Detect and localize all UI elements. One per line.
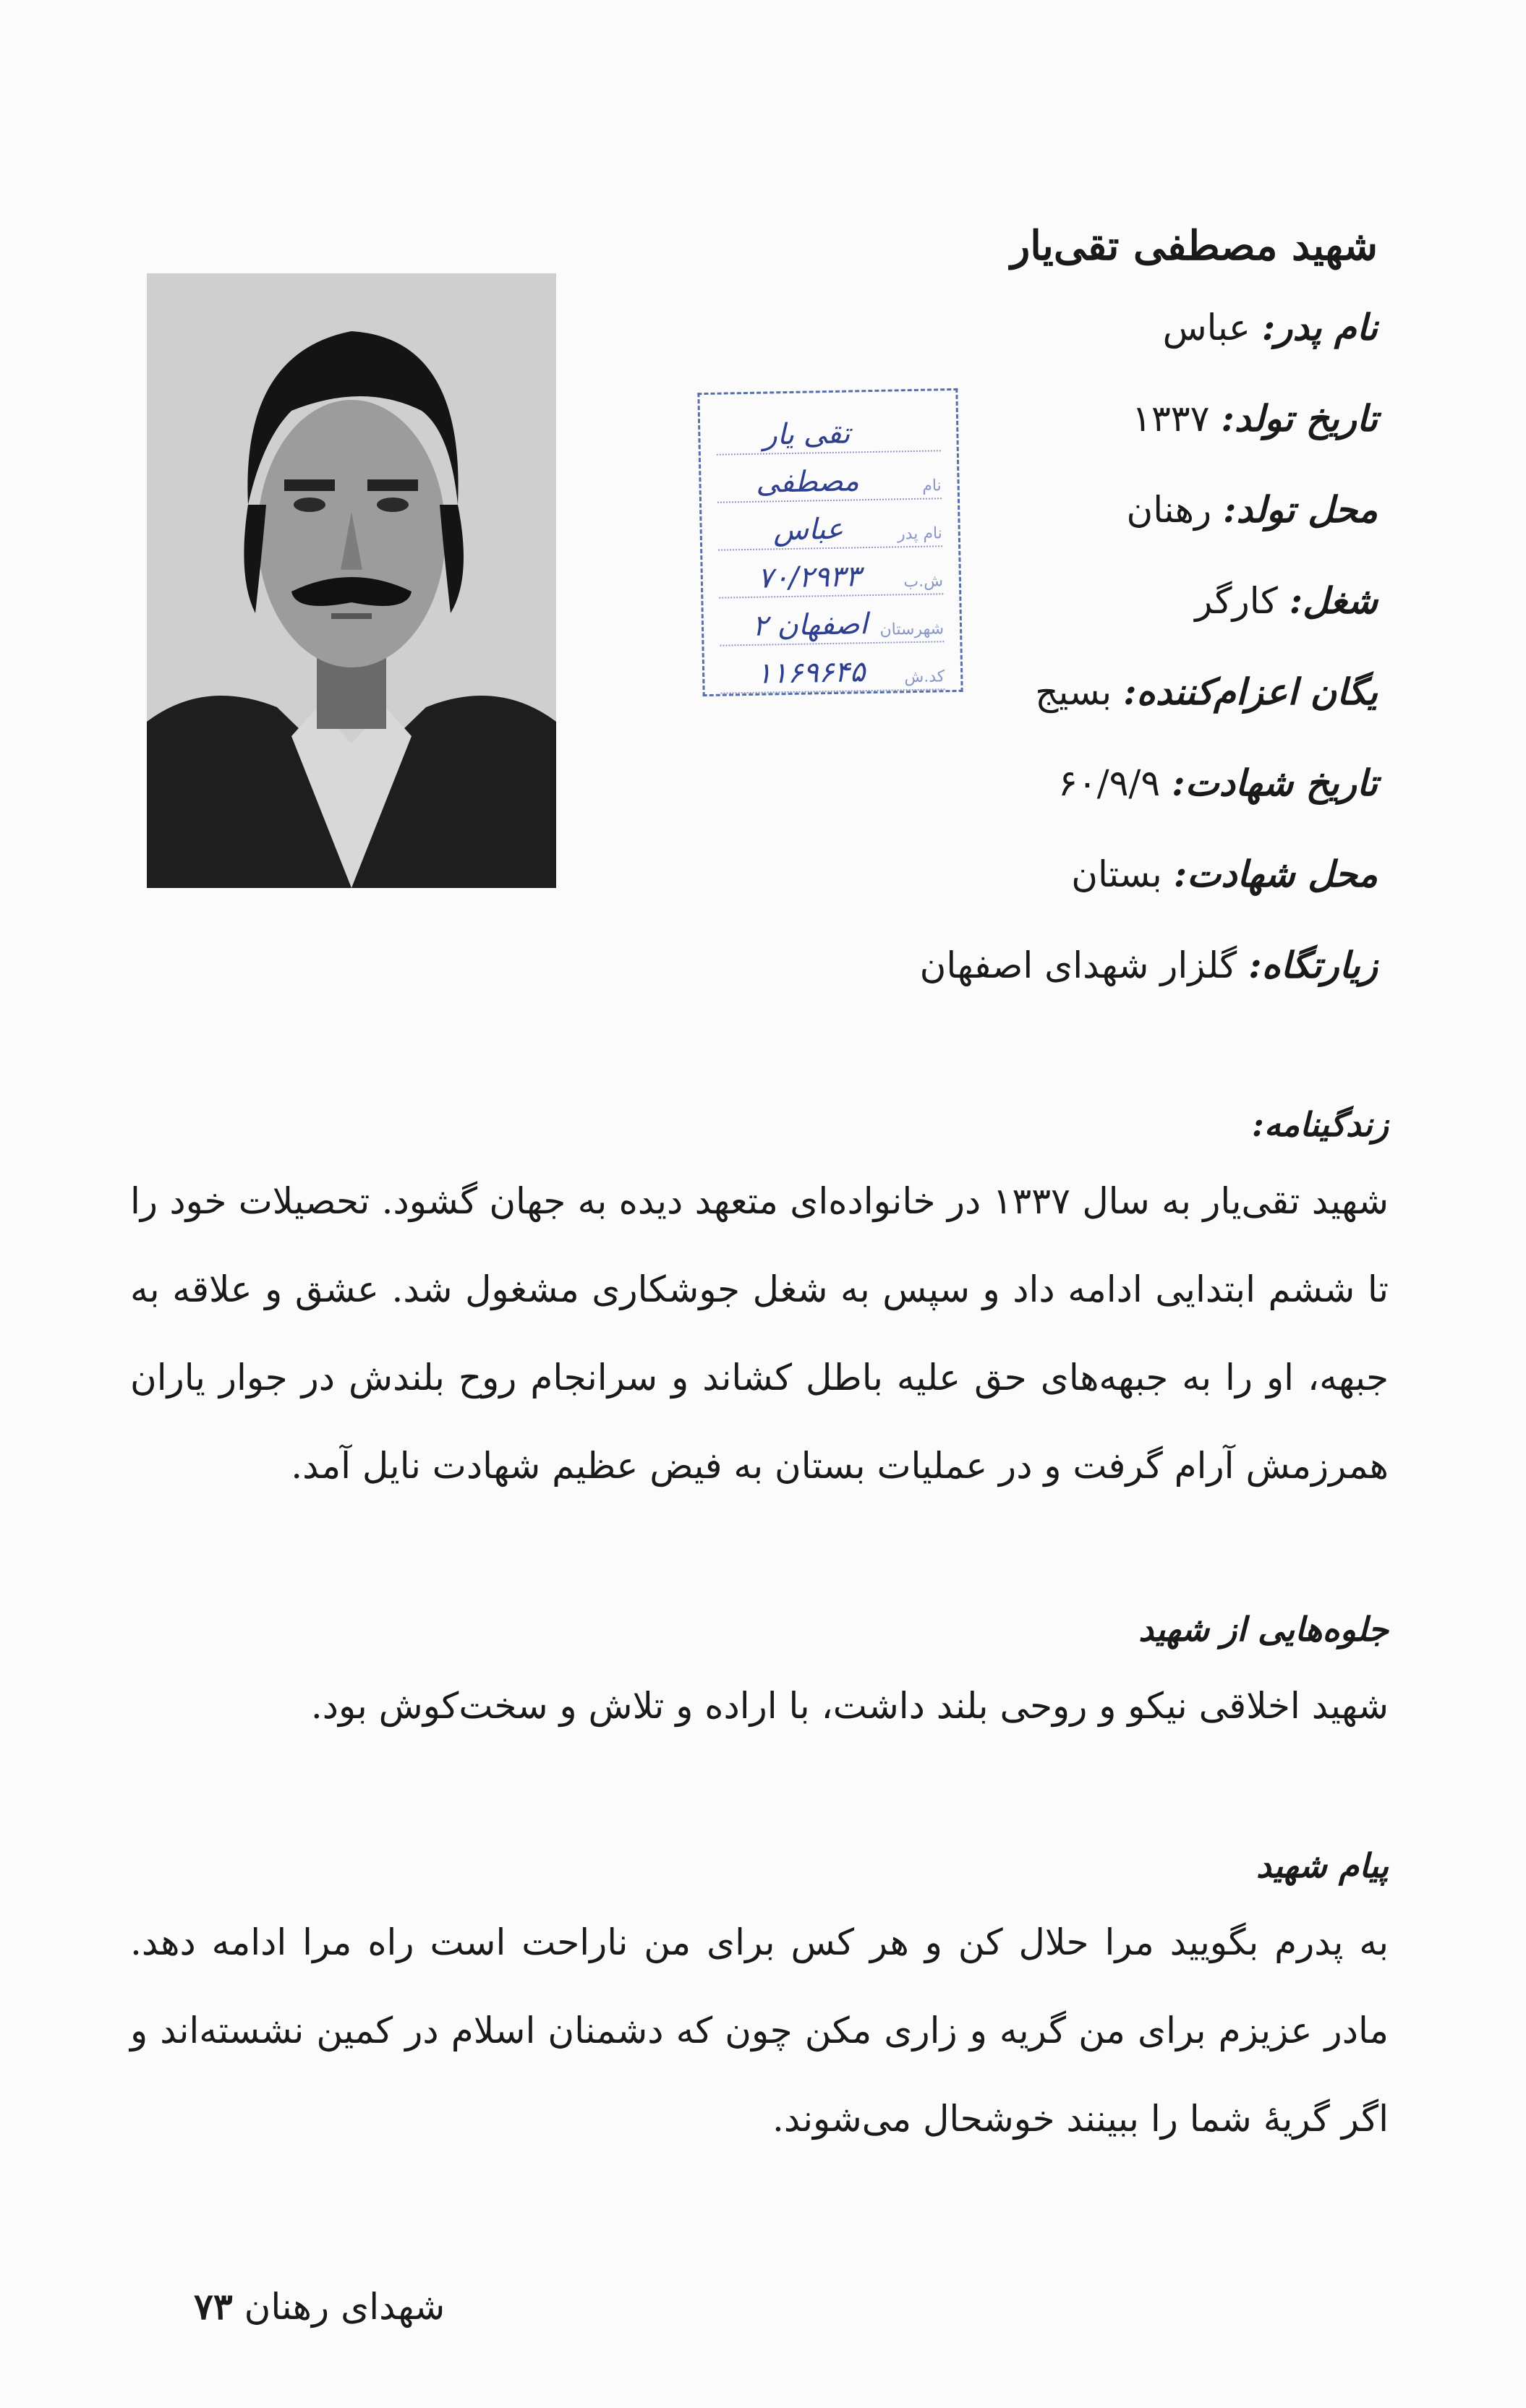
stamp-row-label: شهرستان xyxy=(879,620,945,639)
page-title: شهید مصطفی تقی‌یار xyxy=(1010,222,1378,270)
stamp-row-label: کد.ش xyxy=(904,667,945,687)
message-heading: پیام شهید xyxy=(1256,1846,1389,1885)
martyr-info xyxy=(871,217,1378,1031)
stamp-row-label: نام xyxy=(921,477,942,495)
page-number: ۷۳ xyxy=(194,2285,233,2328)
stamp-handwriting: ۱۱۶۹۶۴۵ xyxy=(756,655,866,691)
message-text: به پدرم بگویید مرا حلال کن و هر کس برای من ناراحت است راه مرا ادامه دهد. مادر عزیزم برای من گریه و زاری مکن چون که دشمنان اسلام در کمین نشسته‌اند و اگر گریهٔ شما را ببینند خوشحال می‌شوند. xyxy=(130,1921,1389,2140)
glimpses-text: شهید اخلاقی نیکو و روحی بلند داشت، با اراده و تلاش و سخت‌کوش بود. xyxy=(310,1685,1389,1727)
detail-dispatch-unit: یگان اعزام‌کننده: بسیج xyxy=(1035,670,1378,713)
stamp-row-label: ش.ب xyxy=(903,572,944,592)
detail-birth-place: محل تولد: رهنان xyxy=(1126,488,1378,531)
stamp-handwriting: تقی یار xyxy=(762,417,851,452)
biography-heading: زندگینامه: xyxy=(1251,1105,1389,1144)
glimpses-heading: جلوه‌هایی از شهید xyxy=(1138,1610,1389,1649)
stamp-handwriting: اصفهان ۲ xyxy=(751,607,869,643)
biography-text: شهید تقی‌یار به سال ۱۳۳۷ در خانواده‌ای متعهد دیده به جهان گشود. تحصیلات خود را تا ششم ابتدایی ادامه داد و سپس به شغل جوشکاری مشغول شد. عشق و علاقه به جبهه، او را به جبهه‌های حق علیه باطل کشاند و سرانجام روح بلندش در جوار یاران همرزمش آرام گرفت و در عملیات بستان به فیض عظیم شهادت نایل آمد. xyxy=(130,1180,1389,1487)
page-footer xyxy=(165,2285,445,2328)
glimpses-section xyxy=(130,1604,1389,1750)
biography-section xyxy=(130,1099,1389,1510)
detail-martyrdom-date: تاریخ شهادت: ۶۰/۹/۹ xyxy=(1058,761,1378,804)
detail-birth-date: تاریخ تولد: ۱۳۳۷ xyxy=(1132,397,1378,440)
book-title: شهدای رهنان xyxy=(244,2286,446,2328)
stamp-handwriting: مصطفی xyxy=(755,464,860,500)
detail-martyrdom-place: محل شهادت: بستان xyxy=(1071,853,1378,895)
message-section xyxy=(130,1840,1389,2163)
stamp-handwriting: عباس xyxy=(772,512,844,547)
stamp-row-label: نام پدر xyxy=(897,524,943,544)
detail-occupation: شغل: کارگر xyxy=(1195,579,1378,622)
detail-father-name: نام پدر: عباس xyxy=(1162,306,1378,349)
detail-burial-place: زیارتگاه: گلزار شهدای اصفهان xyxy=(919,944,1378,986)
stamp-handwriting: ۷۰/۲۹۳۳ xyxy=(757,560,861,595)
martyr-portrait-photo xyxy=(147,273,556,888)
